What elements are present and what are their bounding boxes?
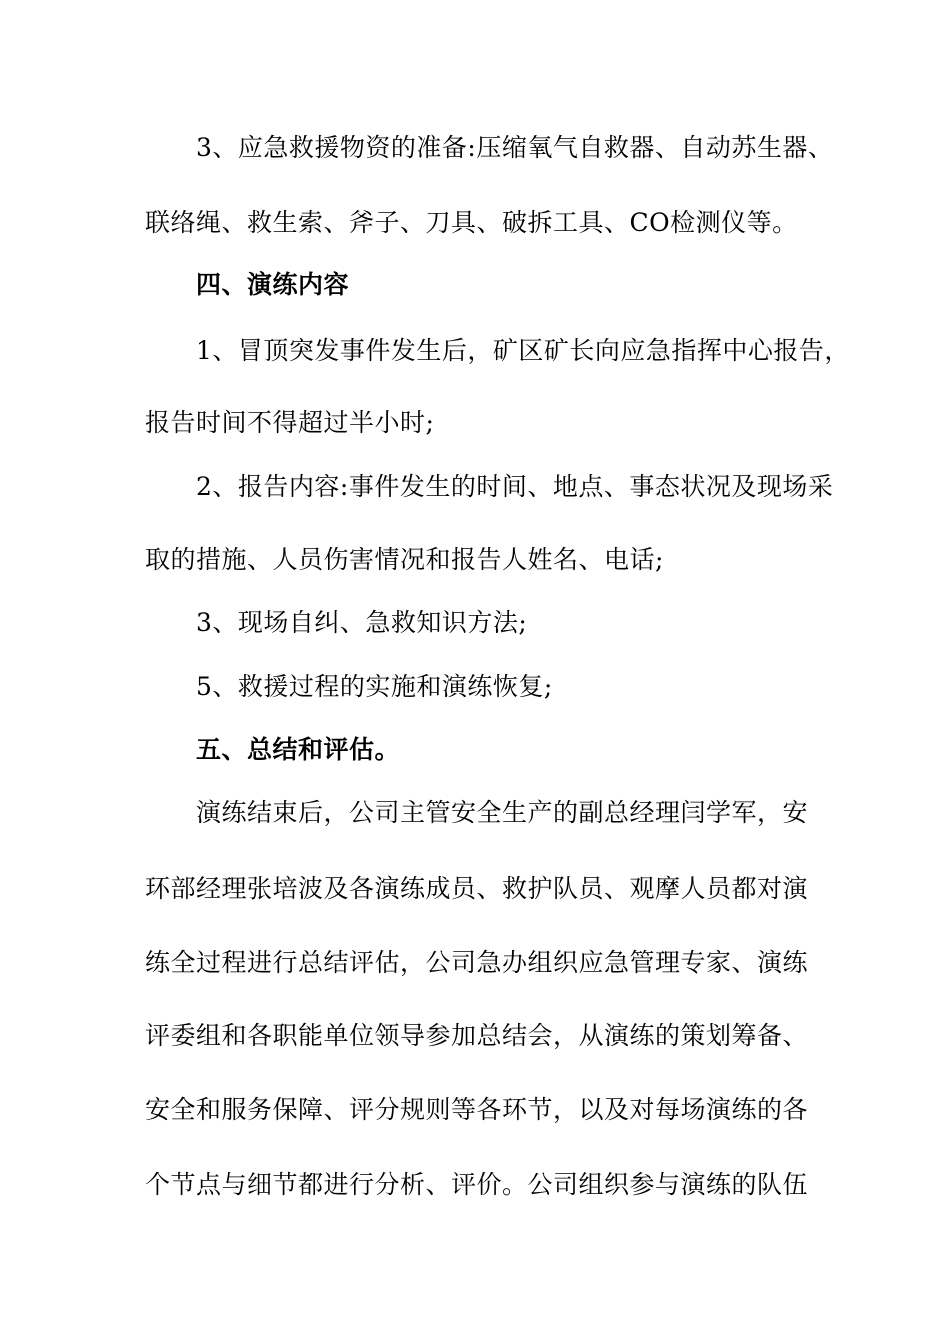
- paragraph-line: 练全过程进行总结评估，公司急办组织应急管理专家、演练: [145, 948, 809, 977]
- paragraph-line: 1、冒顶突发事件发生后，矿区矿长向应急指挥中心报告，: [196, 336, 850, 365]
- paragraph-line: 安全和服务保障、评分规则等各环节，以及对每场演练的各: [145, 1095, 809, 1124]
- section-heading: 五、总结和评估。: [196, 735, 401, 764]
- paragraph-line: 环部经理张培波及各演练成员、救护队员、观摩人员都对演: [145, 874, 809, 903]
- paragraph-line: 5、救援过程的实施和演练恢复;: [196, 672, 553, 701]
- paragraph-line: 3、现场自纠、急救知识方法;: [196, 608, 528, 637]
- paragraph-line: 评委组和各职能单位领导参加总结会，从演练的策划筹备、: [145, 1021, 809, 1050]
- paragraph-line: 个节点与细节都进行分析、评价。公司组织参与演练的队伍: [145, 1170, 809, 1199]
- paragraph-line: 联络绳、救生索、斧子、刀具、破拆工具、CO检测仪等。: [145, 208, 798, 237]
- paragraph-line: 报告时间不得超过半小时;: [145, 408, 435, 437]
- paragraph-line: 3、应急救援物资的准备:压缩氧气自救器、自动苏生器、: [196, 133, 834, 162]
- paragraph-line: 2、报告内容:事件发生的时间、地点、事态状况及现场采: [196, 472, 834, 501]
- section-heading: 四、演练内容: [196, 270, 350, 299]
- paragraph-line: 取的措施、人员伤害情况和报告人姓名、电话;: [145, 545, 664, 574]
- paragraph-line: 演练结束后，公司主管安全生产的副总经理闫学军，安: [196, 798, 809, 827]
